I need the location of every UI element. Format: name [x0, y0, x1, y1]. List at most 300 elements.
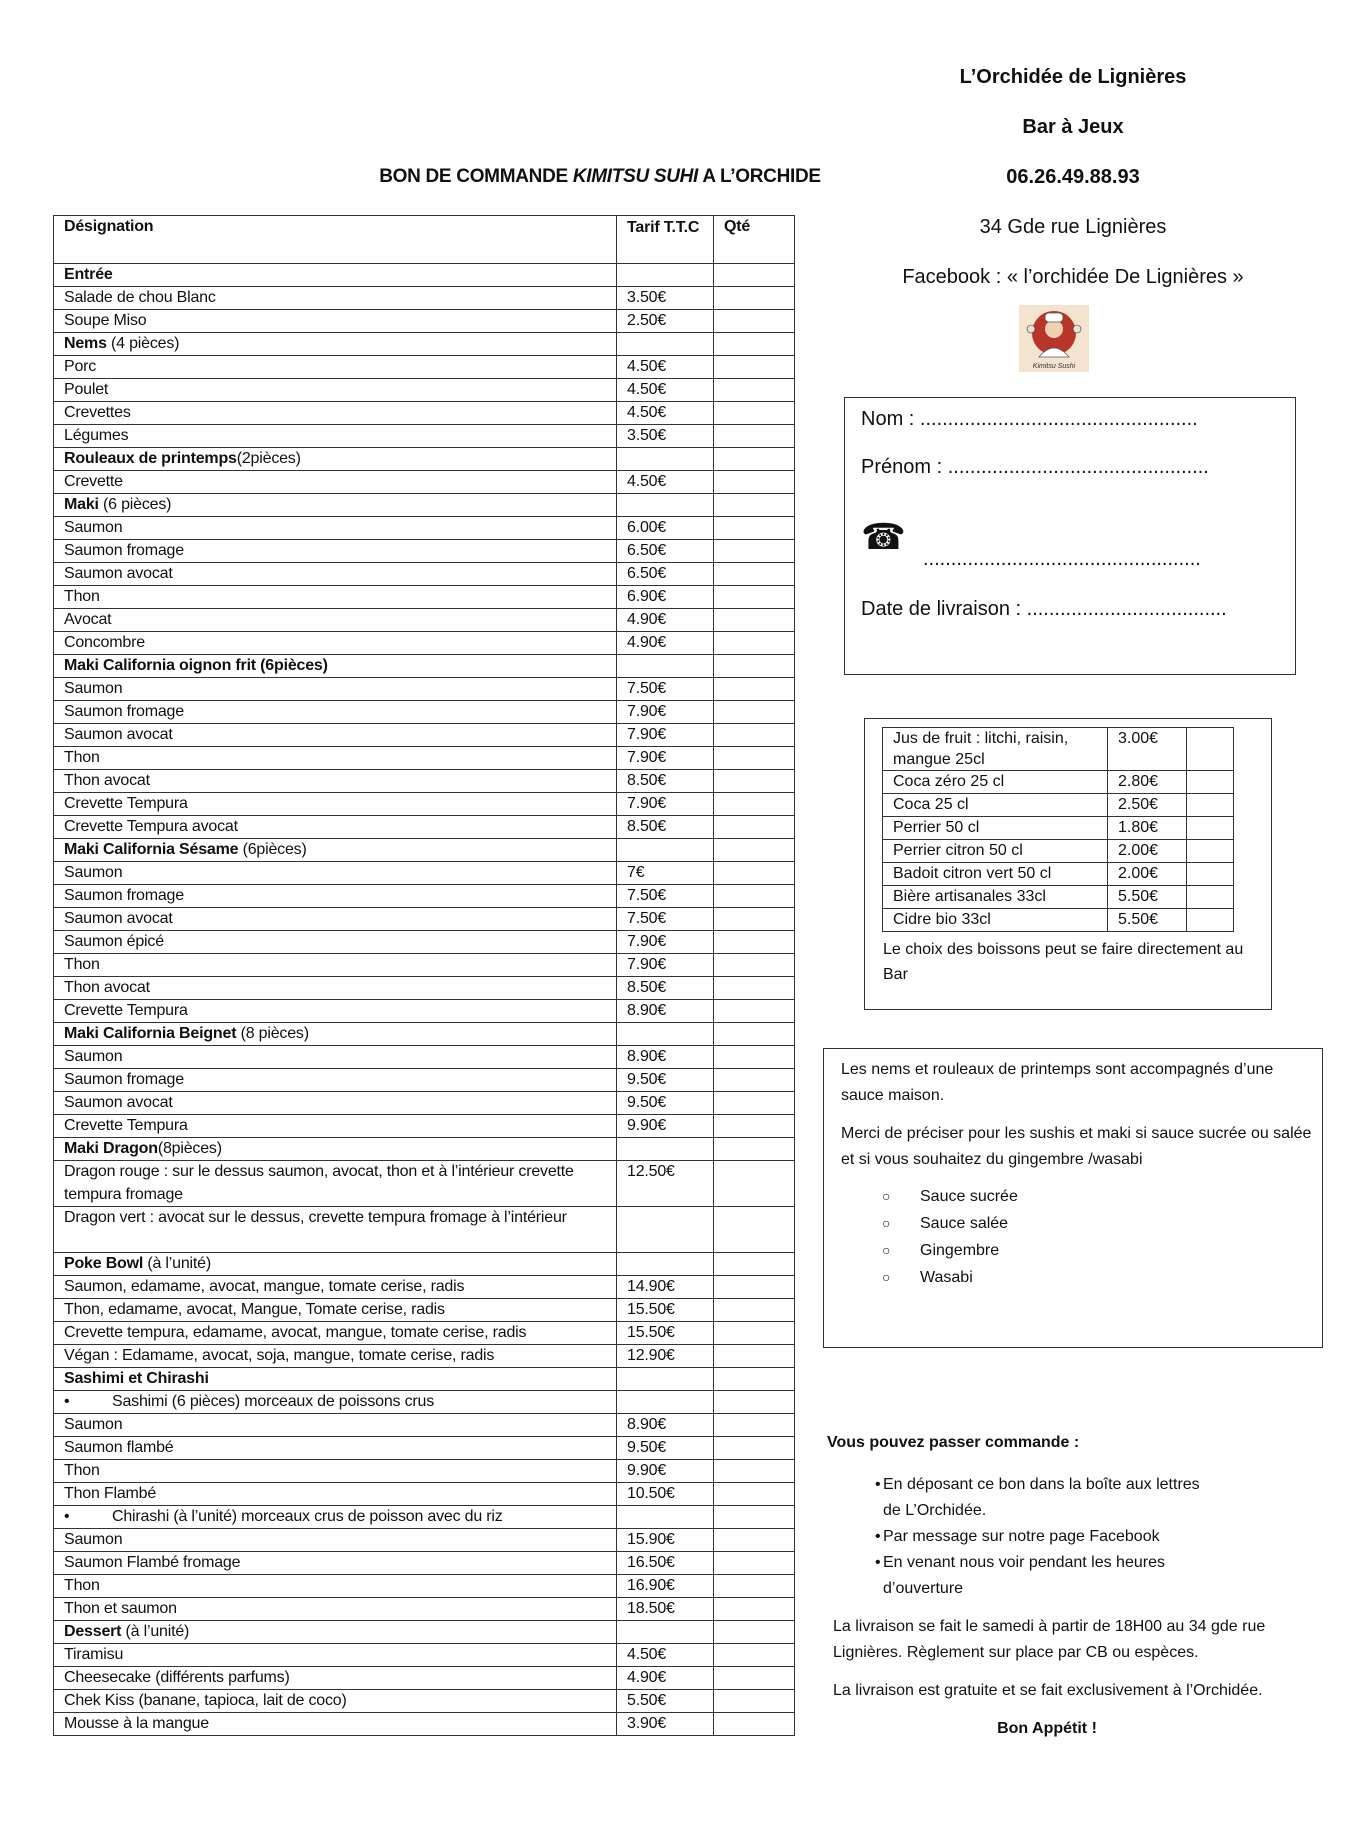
menu-item-row [54, 356, 795, 379]
closing-text: Bon Appétit ! [997, 1720, 1097, 1737]
menu-item-row [54, 1552, 795, 1575]
item-price [617, 1506, 714, 1529]
item-designation: Thon [54, 1460, 617, 1483]
menu-item-row [54, 471, 795, 494]
name-field[interactable]: Nom : .................................................. [861, 408, 1198, 430]
quantity-cell[interactable] [714, 563, 795, 586]
quantity-cell[interactable] [714, 448, 795, 471]
quantity-cell[interactable] [714, 1276, 795, 1299]
item-price [617, 494, 714, 517]
drink-name: Perrier 50 cl [883, 817, 1108, 840]
svg-text:Kimitsu Sushi: Kimitsu Sushi [1032, 363, 1076, 370]
item-price: 3.50€ [617, 425, 714, 448]
menu-item-row [54, 632, 795, 655]
item-designation: Crevette [54, 471, 617, 494]
menu-item-row [54, 1207, 795, 1253]
quantity-cell[interactable] [714, 908, 795, 931]
sauce-option[interactable] [824, 1237, 1322, 1264]
drink-quantity-cell[interactable] [1187, 909, 1234, 932]
category-name: Dessert [64, 1623, 122, 1640]
drink-row [883, 728, 1234, 771]
quantity-cell[interactable] [714, 770, 795, 793]
item-designation [54, 1391, 617, 1414]
item-price: 7.50€ [617, 678, 714, 701]
category-name: Maki California Sésame [64, 841, 239, 858]
menu-item-row [54, 517, 795, 540]
item-designation: Crevette Tempura [54, 1115, 617, 1138]
quantity-cell[interactable] [714, 333, 795, 356]
quantity-cell[interactable] [714, 379, 795, 402]
option-circle-icon[interactable]: ○ [882, 1269, 891, 1285]
item-price: 15.50€ [617, 1299, 714, 1322]
item-price: 9.50€ [617, 1092, 714, 1115]
item-designation [54, 655, 617, 678]
menu-item-row [54, 1345, 795, 1368]
item-price: 7.90€ [617, 793, 714, 816]
quantity-cell[interactable] [714, 1529, 795, 1552]
item-price: 4.50€ [617, 356, 714, 379]
quantity-cell[interactable] [714, 1046, 795, 1069]
menu-item-row [54, 931, 795, 954]
order-method [827, 1472, 1327, 1524]
item-price [617, 448, 714, 471]
bullet-icon: • [875, 1476, 881, 1493]
delivery-date-field[interactable]: Date de livraison : .................................... [861, 598, 1227, 620]
item-price: 3.90€ [617, 1713, 714, 1736]
quantity-cell[interactable] [714, 1207, 795, 1253]
menu-item-row [54, 977, 795, 1000]
quantity-cell[interactable] [714, 609, 795, 632]
drinks-box [864, 718, 1272, 1010]
quantity-cell[interactable] [714, 1138, 795, 1161]
item-designation: Thon [54, 954, 617, 977]
menu-item-row [54, 793, 795, 816]
item-price: 18.50€ [617, 1598, 714, 1621]
menu-item-row [54, 1069, 795, 1092]
category-row [54, 1621, 795, 1644]
quantity-cell[interactable] [714, 1253, 795, 1276]
page-title [250, 166, 950, 188]
menu-item-row [54, 1299, 795, 1322]
item-designation: Saumon avocat [54, 908, 617, 931]
menu-item-row [54, 908, 795, 931]
item-designation [54, 333, 617, 356]
category-note: (8 pièces) [236, 1025, 309, 1042]
item-designation [54, 1621, 617, 1644]
order-method-text: Par message sur notre page Facebook [883, 1528, 1160, 1545]
item-designation: Porc [54, 356, 617, 379]
item-designation: Thon, edamame, avocat, Mangue, Tomate cerise, radis [54, 1299, 617, 1322]
quantity-cell[interactable] [714, 816, 795, 839]
quantity-cell[interactable] [714, 1506, 795, 1529]
menu-item-row [54, 379, 795, 402]
drink-name: Jus de fruit : litchi, raisin, mangue 25cl [883, 728, 1108, 771]
drink-name: Badoit citron vert 50 cl [883, 863, 1108, 886]
item-designation: Saumon [54, 1414, 617, 1437]
item-designation: Mousse à la mangue [54, 1713, 617, 1736]
category-note: (2pièces) [236, 450, 301, 467]
item-designation: Cheesecake (différents parfums) [54, 1667, 617, 1690]
category-note: (4 pièces) [106, 335, 180, 352]
category-name: Poke Bowl [64, 1255, 144, 1272]
order-method-text: En venant nous voir pendant les heures d’ouverture [883, 1554, 1165, 1597]
quantity-cell[interactable] [714, 1391, 795, 1414]
menu-item-row [54, 1437, 795, 1460]
menu-item-row [54, 1414, 795, 1437]
quantity-cell[interactable] [714, 1322, 795, 1345]
item-designation: Saumon fromage [54, 540, 617, 563]
item-price [617, 1621, 714, 1644]
quantity-cell[interactable] [714, 1161, 795, 1207]
item-designation: Crevette Tempura [54, 1000, 617, 1023]
quantity-cell[interactable] [714, 1598, 795, 1621]
kimitsu-sushi-logo [1019, 305, 1089, 372]
item-price: 16.50€ [617, 1552, 714, 1575]
option-circle-icon[interactable]: ○ [882, 1188, 891, 1204]
menu-item-row [54, 862, 795, 885]
venue-facebook: Facebook : « l’orchidée De Lignières » [902, 266, 1244, 288]
sauce-note: Les nems et rouleaux de printemps sont accompagnés d’une sauce maison. [841, 1061, 1274, 1104]
sauce-option[interactable] [824, 1183, 1322, 1210]
qty-header: Qté [714, 216, 795, 264]
sauce-note-box [823, 1048, 1323, 1348]
item-price: 4.90€ [617, 609, 714, 632]
item-designation [54, 448, 617, 471]
quantity-cell[interactable] [714, 954, 795, 977]
title-prefix: BON DE COMMANDE [379, 166, 573, 187]
item-designation: Crevette Tempura avocat [54, 816, 617, 839]
menu-item-row [54, 885, 795, 908]
category-name: Sashimi et Chirashi [64, 1370, 209, 1387]
menu-item-row [54, 1713, 795, 1736]
quantity-cell[interactable] [714, 885, 795, 908]
item-designation: Thon avocat [54, 770, 617, 793]
quantity-cell[interactable] [714, 1345, 795, 1368]
item-price: 15.50€ [617, 1322, 714, 1345]
drink-price: 2.00€ [1108, 840, 1187, 863]
quantity-cell[interactable] [714, 1667, 795, 1690]
menu-item-row [54, 1644, 795, 1667]
item-designation: Thon [54, 747, 617, 770]
title-suffix: A L’ORCHIDE [698, 166, 821, 187]
designation-header: Désignation [54, 216, 617, 264]
menu-item-row [54, 586, 795, 609]
menu-item-row [54, 1667, 795, 1690]
drink-price: 1.80€ [1108, 817, 1187, 840]
quantity-cell[interactable] [714, 1460, 795, 1483]
category-note: (à l’unité) [121, 1623, 190, 1640]
quantity-cell[interactable] [714, 747, 795, 770]
item-designation: Dragon rouge : sur le dessus saumon, avocat, thon et à l’intérieur crevette tempura fromage [54, 1161, 617, 1207]
menu-item-row [54, 1575, 795, 1598]
category-note: (6 pièces) [98, 496, 172, 513]
menu-item-row [54, 287, 795, 310]
quantity-cell[interactable] [714, 1115, 795, 1138]
menu-item-row [54, 609, 795, 632]
sauce-option[interactable] [824, 1210, 1322, 1237]
item-designation: Saumon fromage [54, 885, 617, 908]
item-designation: Thon Flambé [54, 1483, 617, 1506]
menu-item-row [54, 1046, 795, 1069]
item-designation: Tiramisu [54, 1644, 617, 1667]
quantity-cell[interactable] [714, 1552, 795, 1575]
item-price: 8.90€ [617, 1414, 714, 1437]
category-row [54, 333, 795, 356]
drink-name: Cidre bio 33cl [883, 909, 1108, 932]
menu-table [53, 215, 795, 1736]
drink-quantity-cell[interactable] [1187, 728, 1234, 771]
order-info [827, 1430, 1327, 1742]
drink-row [883, 909, 1234, 932]
quantity-cell[interactable] [714, 425, 795, 448]
quantity-cell[interactable] [714, 632, 795, 655]
quantity-cell[interactable] [714, 1299, 795, 1322]
menu-item-row [54, 1391, 795, 1414]
quantity-cell[interactable] [714, 1690, 795, 1713]
quantity-cell[interactable] [714, 264, 795, 287]
item-price [617, 333, 714, 356]
category-name: Entrée [64, 266, 113, 283]
drink-quantity-cell[interactable] [1187, 794, 1234, 817]
free-delivery-info: La livraison est gratuite et se fait exclusivement à l’Orchidée. [833, 1682, 1263, 1699]
item-price: 8.50€ [617, 770, 714, 793]
delivery-info: La livraison se fait le samedi à partir de 18H00 au 34 gde rue Lignières. Règlement sur place par CB ou espèces. [833, 1618, 1266, 1661]
item-designation [54, 264, 617, 287]
option-circle-icon[interactable]: ○ [882, 1215, 891, 1231]
drink-row [883, 840, 1234, 863]
category-row [54, 264, 795, 287]
quantity-cell[interactable] [714, 1575, 795, 1598]
category-name: Nems [64, 335, 107, 352]
drink-name: Perrier citron 50 cl [883, 840, 1108, 863]
quantity-cell[interactable] [714, 1713, 795, 1736]
item-designation: Crevette Tempura [54, 793, 617, 816]
drink-quantity-cell[interactable] [1187, 886, 1234, 909]
item-price: 4.50€ [617, 379, 714, 402]
menu-item-row [54, 1506, 795, 1529]
drink-row [883, 863, 1234, 886]
item-price: 9.90€ [617, 1115, 714, 1138]
item-designation [54, 494, 617, 517]
quantity-cell[interactable] [714, 862, 795, 885]
quantity-cell[interactable] [714, 310, 795, 333]
drinks-table [882, 727, 1234, 932]
quantity-cell[interactable] [714, 1437, 795, 1460]
item-designation: Chek Kiss (banane, tapioca, lait de coco) [54, 1690, 617, 1713]
bullet-icon: • [64, 1393, 70, 1410]
item-price: 9.90€ [617, 1460, 714, 1483]
menu-item-row [54, 701, 795, 724]
quantity-cell[interactable] [714, 1023, 795, 1046]
item-price [617, 1023, 714, 1046]
menu-item-row [54, 310, 795, 333]
quantity-cell[interactable] [714, 793, 795, 816]
quantity-cell[interactable] [714, 977, 795, 1000]
item-designation: Thon et saumon [54, 1598, 617, 1621]
item-designation: Avocat [54, 609, 617, 632]
item-designation: Thon avocat [54, 977, 617, 1000]
item-price [617, 264, 714, 287]
drink-name: Bière artisanales 33cl [883, 886, 1108, 909]
item-price: 2.50€ [617, 310, 714, 333]
sauce-request: Merci de préciser pour les sushis et maki si sauce sucrée ou salée et si vous souhaitez du gingembre /wasabi [841, 1125, 1312, 1168]
item-price: 6.90€ [617, 586, 714, 609]
item-price [617, 1391, 714, 1414]
item-designation: Thon [54, 586, 617, 609]
menu-item-row [54, 425, 795, 448]
item-price: 8.50€ [617, 977, 714, 1000]
item-designation: Saumon, edamame, avocat, mangue, tomate cerise, radis [54, 1276, 617, 1299]
drink-price: 3.00€ [1108, 728, 1187, 771]
quantity-cell[interactable] [714, 287, 795, 310]
drink-quantity-cell[interactable] [1187, 771, 1234, 794]
venue-name: L’Orchidée de Lignières [959, 66, 1187, 88]
category-name: Maki Dragon [64, 1140, 158, 1157]
venue-address: 34 Gde rue Lignières [979, 216, 1167, 238]
menu-item-row [54, 1161, 795, 1207]
category-row [54, 655, 795, 678]
menu-item-row [54, 816, 795, 839]
venue-phone: 06.26.49.88.93 [1006, 166, 1140, 188]
quantity-cell[interactable] [714, 839, 795, 862]
item-price: 8.90€ [617, 1000, 714, 1023]
quantity-cell[interactable] [714, 494, 795, 517]
customer-form [844, 397, 1296, 675]
menu-item-row [54, 770, 795, 793]
bullet-icon: • [875, 1528, 881, 1545]
menu-item-row [54, 402, 795, 425]
item-price [617, 1368, 714, 1391]
item-designation: Saumon flambé [54, 1437, 617, 1460]
quantity-cell[interactable] [714, 1414, 795, 1437]
item-designation: Soupe Miso [54, 310, 617, 333]
item-price: 7.90€ [617, 724, 714, 747]
quantity-cell[interactable] [714, 678, 795, 701]
item-designation [54, 1138, 617, 1161]
phone-icon: ☎ [861, 516, 906, 557]
drink-quantity-cell[interactable] [1187, 863, 1234, 886]
item-designation: Saumon [54, 517, 617, 540]
item-designation: Légumes [54, 425, 617, 448]
quantity-cell[interactable] [714, 356, 795, 379]
price-header: Tarif T.T.C [617, 216, 714, 264]
quantity-cell[interactable] [714, 1000, 795, 1023]
quantity-cell[interactable] [714, 1069, 795, 1092]
title-brand: KIMITSU SUHI [572, 166, 699, 187]
quantity-cell[interactable] [714, 724, 795, 747]
drink-price: 2.00€ [1108, 863, 1187, 886]
item-price: 4.50€ [617, 471, 714, 494]
item-price: 4.90€ [617, 632, 714, 655]
quantity-cell[interactable] [714, 517, 795, 540]
quantity-cell[interactable] [714, 402, 795, 425]
quantity-cell[interactable] [714, 471, 795, 494]
quantity-cell[interactable] [714, 655, 795, 678]
menu-item-row [54, 1276, 795, 1299]
item-price: 7.90€ [617, 954, 714, 977]
option-circle-icon[interactable]: ○ [882, 1242, 891, 1258]
menu-item-row [54, 540, 795, 563]
option-label: Sauce sucrée [920, 1188, 1018, 1205]
drink-row [883, 817, 1234, 840]
drink-row [883, 886, 1234, 909]
item-designation: Concombre [54, 632, 617, 655]
item-designation: Salade de chou Blanc [54, 287, 617, 310]
drink-quantity-cell[interactable] [1187, 817, 1234, 840]
item-designation: Saumon avocat [54, 724, 617, 747]
first-name-field[interactable]: Prénom : ............................................... [861, 456, 1209, 478]
drink-price: 5.50€ [1108, 909, 1187, 932]
drink-name: Coca zéro 25 cl [883, 771, 1108, 794]
quantity-cell[interactable] [714, 1644, 795, 1667]
drink-quantity-cell[interactable] [1187, 840, 1234, 863]
item-designation: Végan : Edamame, avocat, soja, mangue, tomate cerise, radis [54, 1345, 617, 1368]
item-price: 14.90€ [617, 1276, 714, 1299]
item-price [617, 1207, 714, 1253]
quantity-cell[interactable] [714, 586, 795, 609]
menu-item-row [54, 1529, 795, 1552]
menu-table-header [54, 216, 795, 264]
quantity-cell[interactable] [714, 1483, 795, 1506]
quantity-cell[interactable] [714, 1092, 795, 1115]
quantity-cell[interactable] [714, 1368, 795, 1391]
item-price: 9.50€ [617, 1437, 714, 1460]
drink-row [883, 794, 1234, 817]
item-price: 7.90€ [617, 747, 714, 770]
menu-item-row [54, 747, 795, 770]
order-method-text: En déposant ce bon dans la boîte aux lettres de L’Orchidée. [883, 1476, 1200, 1519]
quantity-cell[interactable] [714, 931, 795, 954]
order-method [827, 1524, 1327, 1550]
menu-item-row [54, 1322, 795, 1345]
bullet-icon: • [875, 1554, 881, 1571]
category-row [54, 839, 795, 862]
venue-subtitle: Bar à Jeux [1022, 116, 1124, 138]
item-designation [54, 1506, 617, 1529]
drink-price: 5.50€ [1108, 886, 1187, 909]
sauce-option[interactable] [824, 1264, 1322, 1291]
category-name: Maki [64, 496, 99, 513]
item-price: 4.50€ [617, 1644, 714, 1667]
order-method [827, 1550, 1327, 1602]
category-row [54, 1253, 795, 1276]
item-price: 7.90€ [617, 701, 714, 724]
item-designation [54, 1368, 617, 1391]
item-price: 10.50€ [617, 1483, 714, 1506]
item-designation: Saumon [54, 678, 617, 701]
item-designation [54, 839, 617, 862]
bullet-icon: • [64, 1508, 70, 1525]
item-price: 4.90€ [617, 1667, 714, 1690]
phone-field[interactable]: .................................................. [923, 548, 1201, 570]
item-designation [54, 1253, 617, 1276]
item-designation: Saumon avocat [54, 563, 617, 586]
category-name: Rouleaux de printemps [64, 450, 237, 467]
quantity-cell[interactable] [714, 1621, 795, 1644]
menu-item-row [54, 678, 795, 701]
category-row [54, 1138, 795, 1161]
item-designation: Crevettes [54, 402, 617, 425]
item-designation: Crevette tempura, edamame, avocat, mangue, tomate cerise, radis [54, 1322, 617, 1345]
item-designation: Saumon [54, 1046, 617, 1069]
item-price: 9.50€ [617, 1069, 714, 1092]
quantity-cell[interactable] [714, 701, 795, 724]
category-row [54, 448, 795, 471]
menu-item-row [54, 1115, 795, 1138]
item-price [617, 1253, 714, 1276]
category-name: Maki California oignon frit (6pièces) [64, 657, 328, 674]
quantity-cell[interactable] [714, 540, 795, 563]
